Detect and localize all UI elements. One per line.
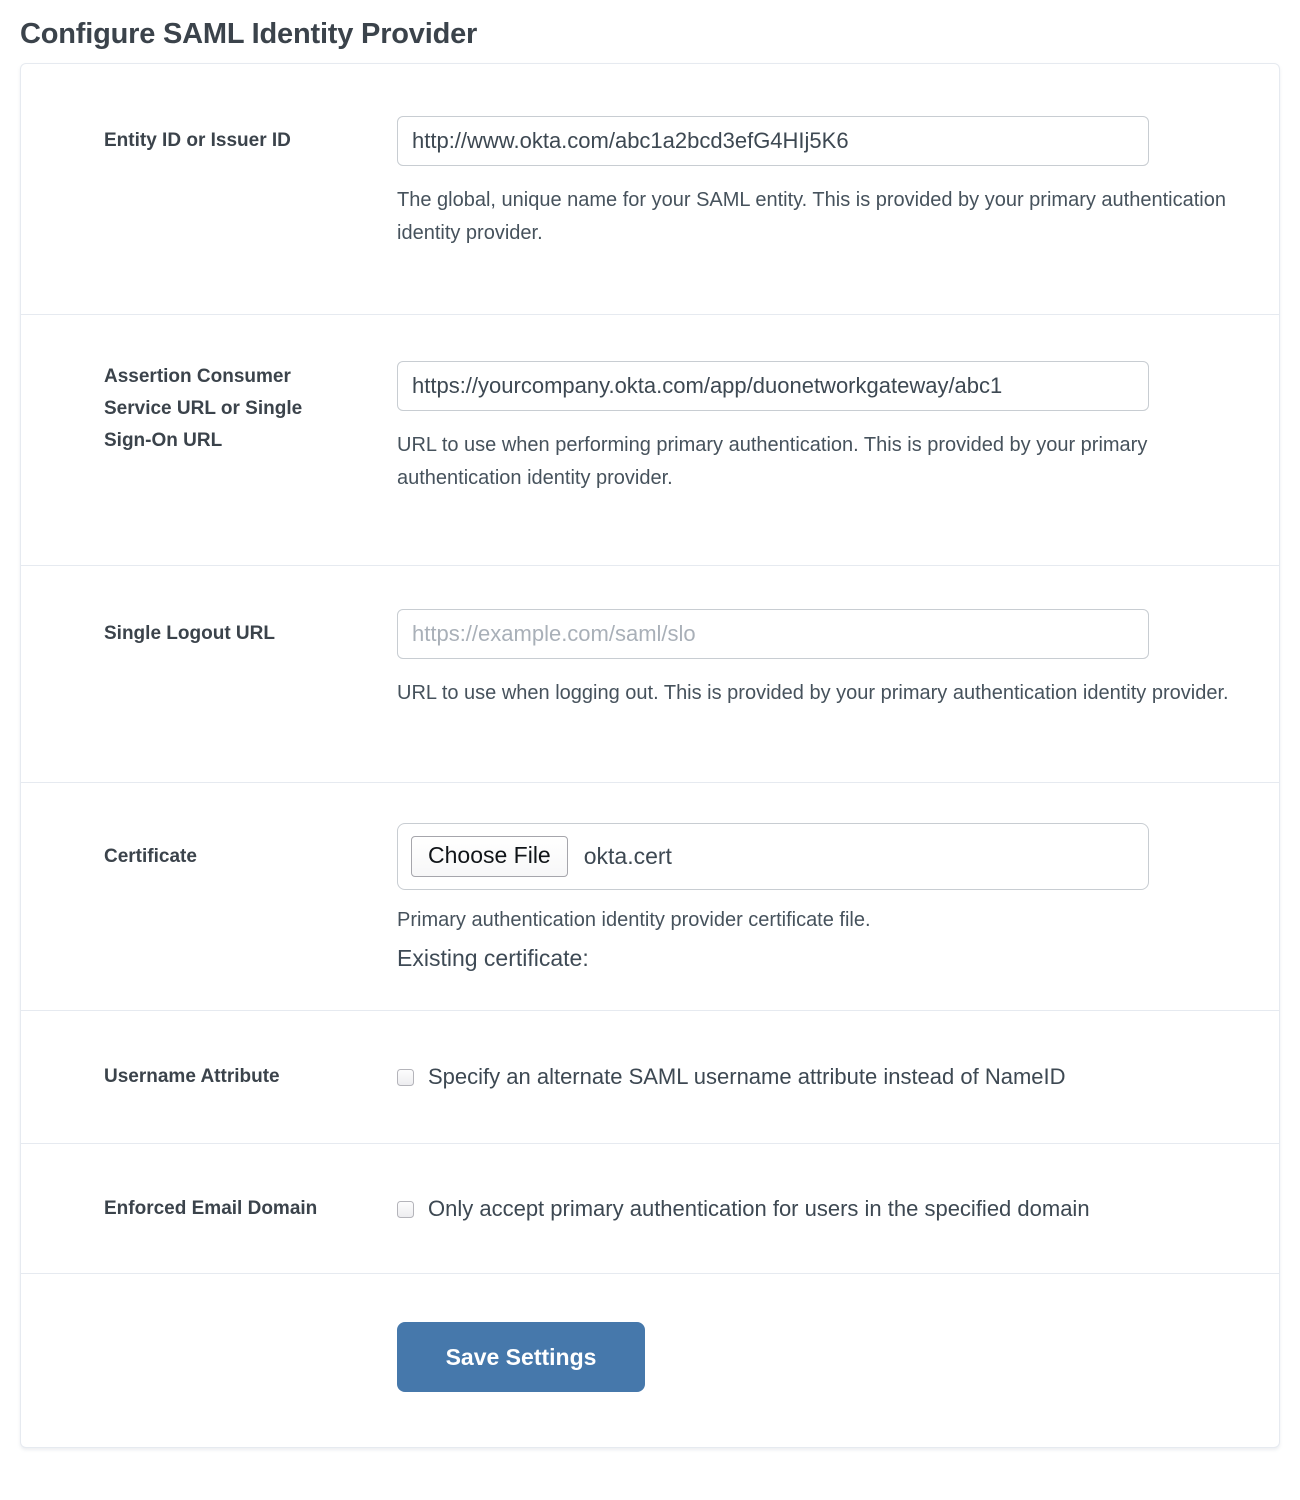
existing-certificate-label: Existing certificate: bbox=[397, 945, 589, 971]
enforced-email-domain-checkbox[interactable] bbox=[397, 1201, 414, 1218]
username-attribute-checkbox-text: Specify an alternate SAML username attribute instead of NameID bbox=[428, 1064, 1066, 1089]
single-logout-row bbox=[21, 565, 1279, 782]
entity-id-input[interactable] bbox=[397, 116, 1149, 166]
choose-file-button[interactable]: Choose File bbox=[411, 836, 568, 877]
username-attribute-checkbox[interactable] bbox=[397, 1069, 414, 1086]
acs-url-input[interactable] bbox=[397, 361, 1149, 411]
entity-id-help: The global, unique name for your SAML entity. This is provided by your primary authentication identity provider. bbox=[397, 189, 1226, 244]
username-attribute-label: Username Attribute bbox=[104, 1066, 280, 1087]
saml-settings-panel bbox=[20, 63, 1280, 1448]
single-logout-input[interactable] bbox=[397, 609, 1149, 659]
certificate-file-name: okta.cert bbox=[583, 843, 672, 869]
save-row bbox=[21, 1273, 1279, 1447]
acs-url-row bbox=[21, 314, 1279, 565]
entity-id-row bbox=[21, 64, 1279, 314]
enforced-email-domain-row bbox=[21, 1143, 1279, 1273]
single-logout-label: Single Logout URL bbox=[104, 623, 275, 644]
certificate-row bbox=[21, 782, 1279, 1010]
certificate-file-input[interactable] bbox=[397, 823, 1149, 890]
enforced-email-domain-label: Enforced Email Domain bbox=[104, 1198, 318, 1219]
username-attribute-row bbox=[21, 1010, 1279, 1143]
certificate-label: Certificate bbox=[104, 845, 197, 867]
acs-url-label: Assertion Consumer Service URL or Single Sign-On URL bbox=[104, 366, 303, 451]
entity-id-label: Entity ID or Issuer ID bbox=[104, 130, 291, 151]
page-title: Configure SAML Identity Provider bbox=[20, 18, 478, 50]
save-settings-button[interactable]: Save Settings bbox=[397, 1322, 645, 1392]
single-logout-help: URL to use when logging out. This is provided by your primary authentication identity provider. bbox=[397, 682, 1229, 704]
certificate-help: Primary authentication identity provider certificate file. bbox=[397, 909, 871, 931]
acs-url-help: URL to use when performing primary authentication. This is provided by your primary authentication identity provider. bbox=[397, 434, 1148, 489]
enforced-email-domain-checkbox-text: Only accept primary authentication for users in the specified domain bbox=[428, 1196, 1090, 1221]
